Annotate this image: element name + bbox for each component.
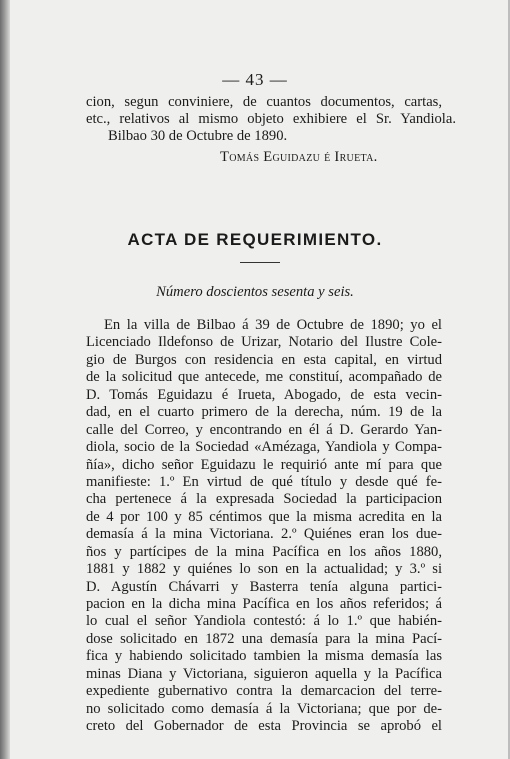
body-line: En la villa de Bilbao á 39 de Octubre de 1890; yo el <box>104 317 442 333</box>
body-line: D. Agustín Chávarri y Basterra tenía alguna partici- <box>86 578 442 595</box>
intro-line-3: Bilbao 30 de Octubre de 1890. <box>108 128 288 144</box>
body-line: 1881 y 1882 y quiénes lo son en la actualidad; y 3.º si <box>86 561 442 578</box>
body-line: D. Tomás Eguidazu é Irueta, Abogado, de esta vecin- <box>86 386 442 403</box>
heading-rule <box>240 262 280 263</box>
page-number: — 43 — <box>222 70 288 89</box>
body-line: lo cual el señor Yandiola contestó: á lo 1.º que habién- <box>86 613 442 630</box>
body-line: de 4 por 100 y 85 céntimos que la misma acredita en la <box>86 508 442 525</box>
body-line: cha pertenece á la expresada Sociedad la participacion <box>86 491 442 508</box>
body-line: dad, en el cuarto primero de la derecha, núm. 19 de la <box>86 404 442 421</box>
body-line: gio de Burgos con residencia en esta capital, en virtud <box>86 351 442 368</box>
body-line: creto del Gobernador de esta Provincia se aprobó el <box>86 718 442 735</box>
body-line: de la solicitud que antecede, me constituí, acompañado de <box>86 369 442 386</box>
book-spine-shadow <box>0 0 10 759</box>
intro-line-2: etc., relativos al mismo objeto exhibiere el Sr. Yandiola. <box>86 111 456 127</box>
body-line: pacion en la dicha mina Pacífica en los años referidos; á <box>86 596 442 612</box>
signature: Tomás Eguidazu é Irueta. <box>220 149 378 165</box>
body-line: calle del Correo, y encontrando en él á D. Gerardo Yan- <box>86 421 442 438</box>
body-line: no solicitado como demasía á la Victoriana; que por de- <box>86 700 442 717</box>
body-line: ños y partícipes de la mina Pacífica en los años 1880, <box>86 543 442 560</box>
body-line: dose solicitado en 1872 una demasía para la mina Pací- <box>86 630 442 647</box>
body-line: Licenciado Ildefonso de Urizar, Notario del Ilustre Cole- <box>86 334 442 351</box>
body-line: ñía», dicho señor Eguidazu le requirió ante mí para que <box>86 456 442 473</box>
body-line: minas Diana y Victoriana, siguieron aquella y la Pacífica <box>86 665 442 682</box>
intro-line-1: cion, segun conviniere, de cuantos documentos, cartas, <box>86 94 442 110</box>
document-number-subheading: Número doscientos sesenta y seis. <box>156 284 354 300</box>
body-line: demasía á la mina Victoriana. 2.º Quiénes eran los due- <box>86 526 442 543</box>
body-line: diola, socio de la Sociedad «Amézaga, Yandiola y Compa- <box>86 439 442 456</box>
body-line: manifieste: 1.º En virtud de qué título y desde qué fe- <box>86 473 442 490</box>
body-text <box>86 317 442 736</box>
section-heading: ACTA DE REQUERIMIENTO. <box>127 230 383 249</box>
body-line: expediente gubernativo contra la demarcacion del terre- <box>86 683 442 700</box>
body-line: fica y habiendo solicitado tambien la misma demasía las <box>86 648 442 665</box>
